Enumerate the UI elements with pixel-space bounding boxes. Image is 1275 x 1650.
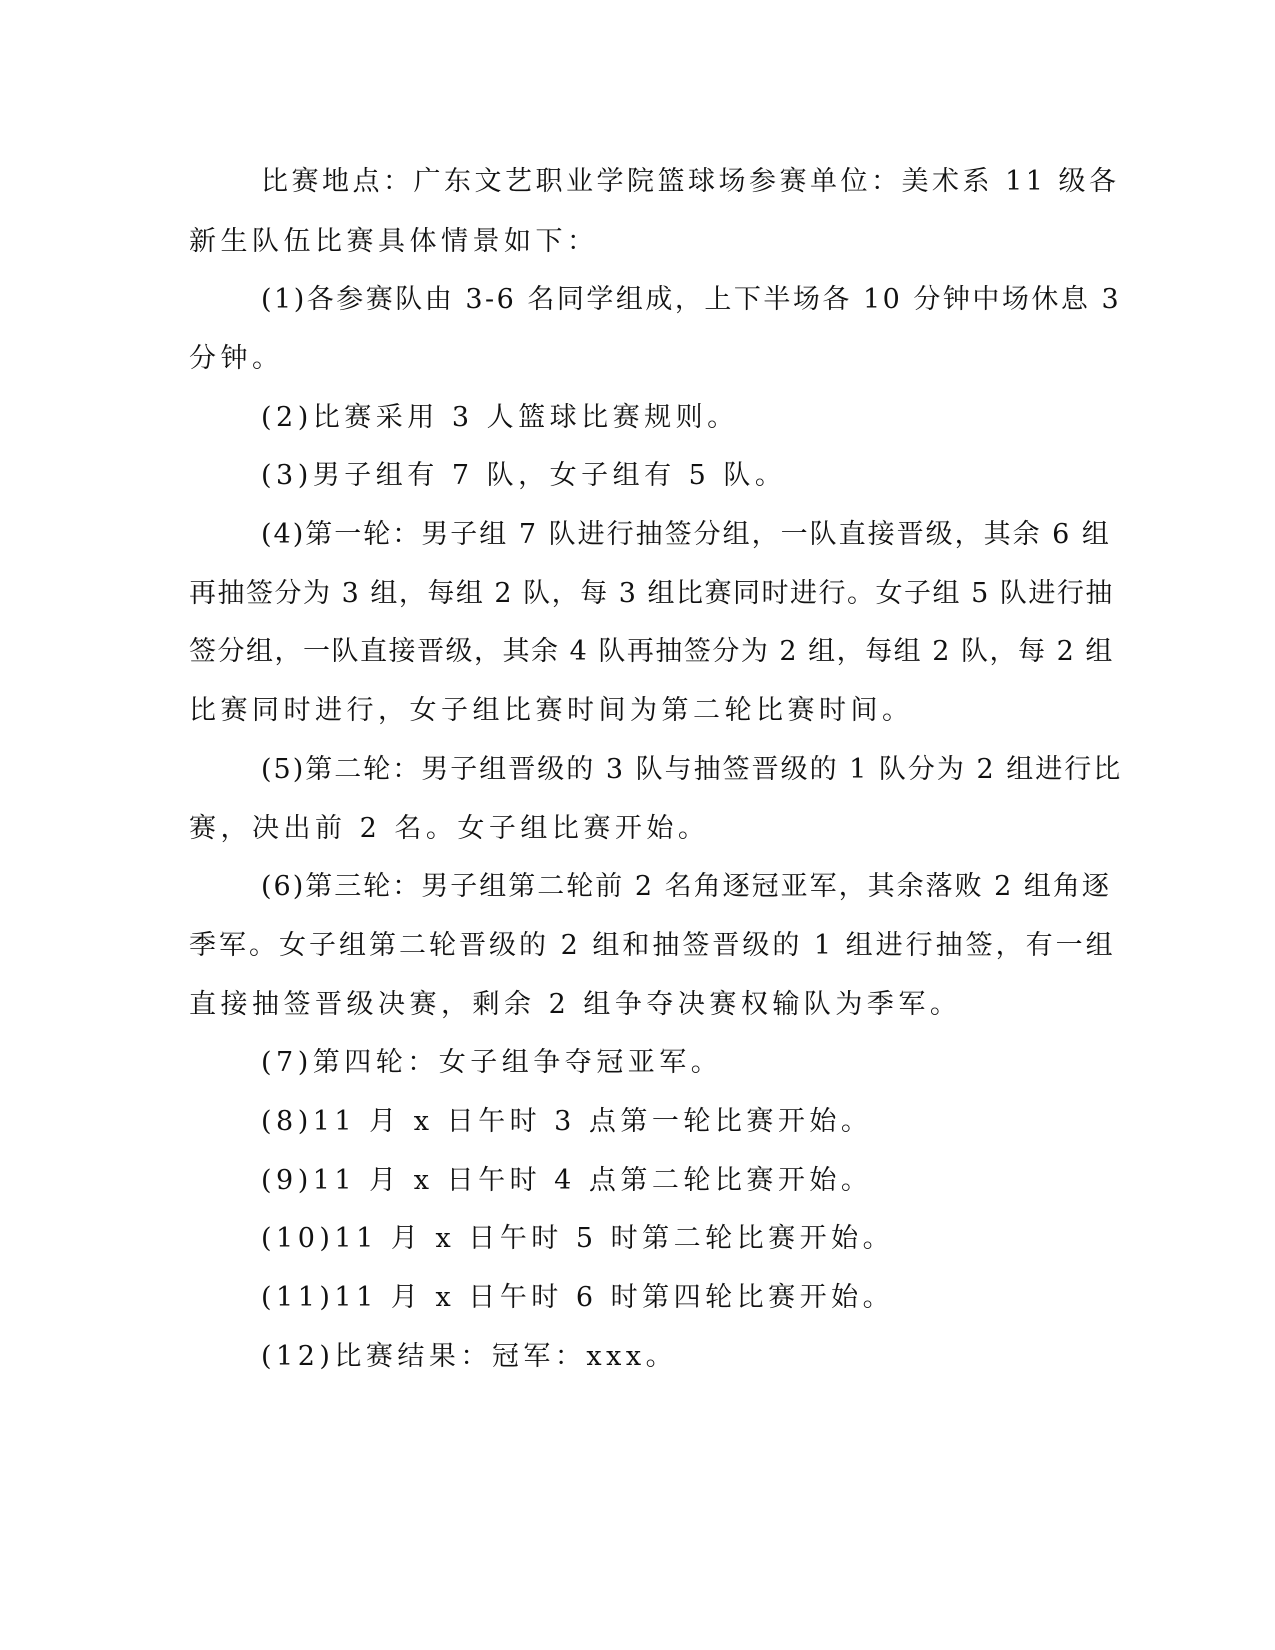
item-1-line-2: 分钟。 xyxy=(189,343,284,374)
paragraph-venue-line-2: 新生队伍比赛具体情景如下： xyxy=(189,226,599,257)
item-6-line-2: 季军。女子组第二轮晋级的 2 组和抽签晋级的 1 组进行抽签，有一组 xyxy=(189,930,1116,961)
item-9: (9)11 月 x 日午时 4 点第二轮比赛开始。 xyxy=(261,1165,873,1196)
item-8: (8)11 月 x 日午时 3 点第一轮比赛开始。 xyxy=(261,1106,873,1137)
item-2: (2)比赛采用 3 人篮球比赛规则。 xyxy=(261,402,739,433)
paragraph-venue-line-1: 比赛地点：广东文艺职业学院篮球场参赛单位：美术系 11 级各 xyxy=(261,166,1120,197)
item-6-line-3: 直接抽签晋级决赛，剩余 2 组争夺决赛权输队为季军。 xyxy=(189,989,962,1020)
item-1-line-1: (1)各参赛队由 3-6 名同学组成，上下半场各 10 分钟中场休息 3 xyxy=(261,284,1122,315)
item-6-line-1: (6)第三轮：男子组第二轮前 2 名角逐冠亚军，其余落败 2 组角逐 xyxy=(261,871,1111,902)
item-5-line-1: (5)第二轮：男子组晋级的 3 队与抽签晋级的 1 队分为 2 组进行比 xyxy=(261,754,1123,785)
item-4-line-2: 再抽签分为 3 组，每组 2 队，每 3 组比赛同时进行。女子组 5 队进行抽 xyxy=(189,578,1114,609)
item-4-line-3: 签分组，一队直接晋级，其余 4 队再抽签分为 2 组，每组 2 队，每 2 组 xyxy=(189,636,1114,667)
item-10: (10)11 月 x 日午时 5 时第二轮比赛开始。 xyxy=(261,1223,895,1254)
item-12: (12)比赛结果：冠军：xxx。 xyxy=(261,1341,678,1372)
item-4-line-4: 比赛同时进行，女子组比赛时间为第二轮比赛时间。 xyxy=(189,695,914,726)
item-5-line-2: 赛，决出前 2 名。女子组比赛开始。 xyxy=(189,813,710,844)
item-4-line-1: (4)第一轮：男子组 7 队进行抽签分组，一队直接晋级，其余 6 组 xyxy=(261,519,1111,550)
item-11: (11)11 月 x 日午时 6 时第四轮比赛开始。 xyxy=(261,1282,895,1313)
item-7: (7)第四轮：女子组争夺冠亚军。 xyxy=(261,1047,723,1078)
item-3: (3)男子组有 7 队，女子组有 5 队。 xyxy=(261,460,787,491)
